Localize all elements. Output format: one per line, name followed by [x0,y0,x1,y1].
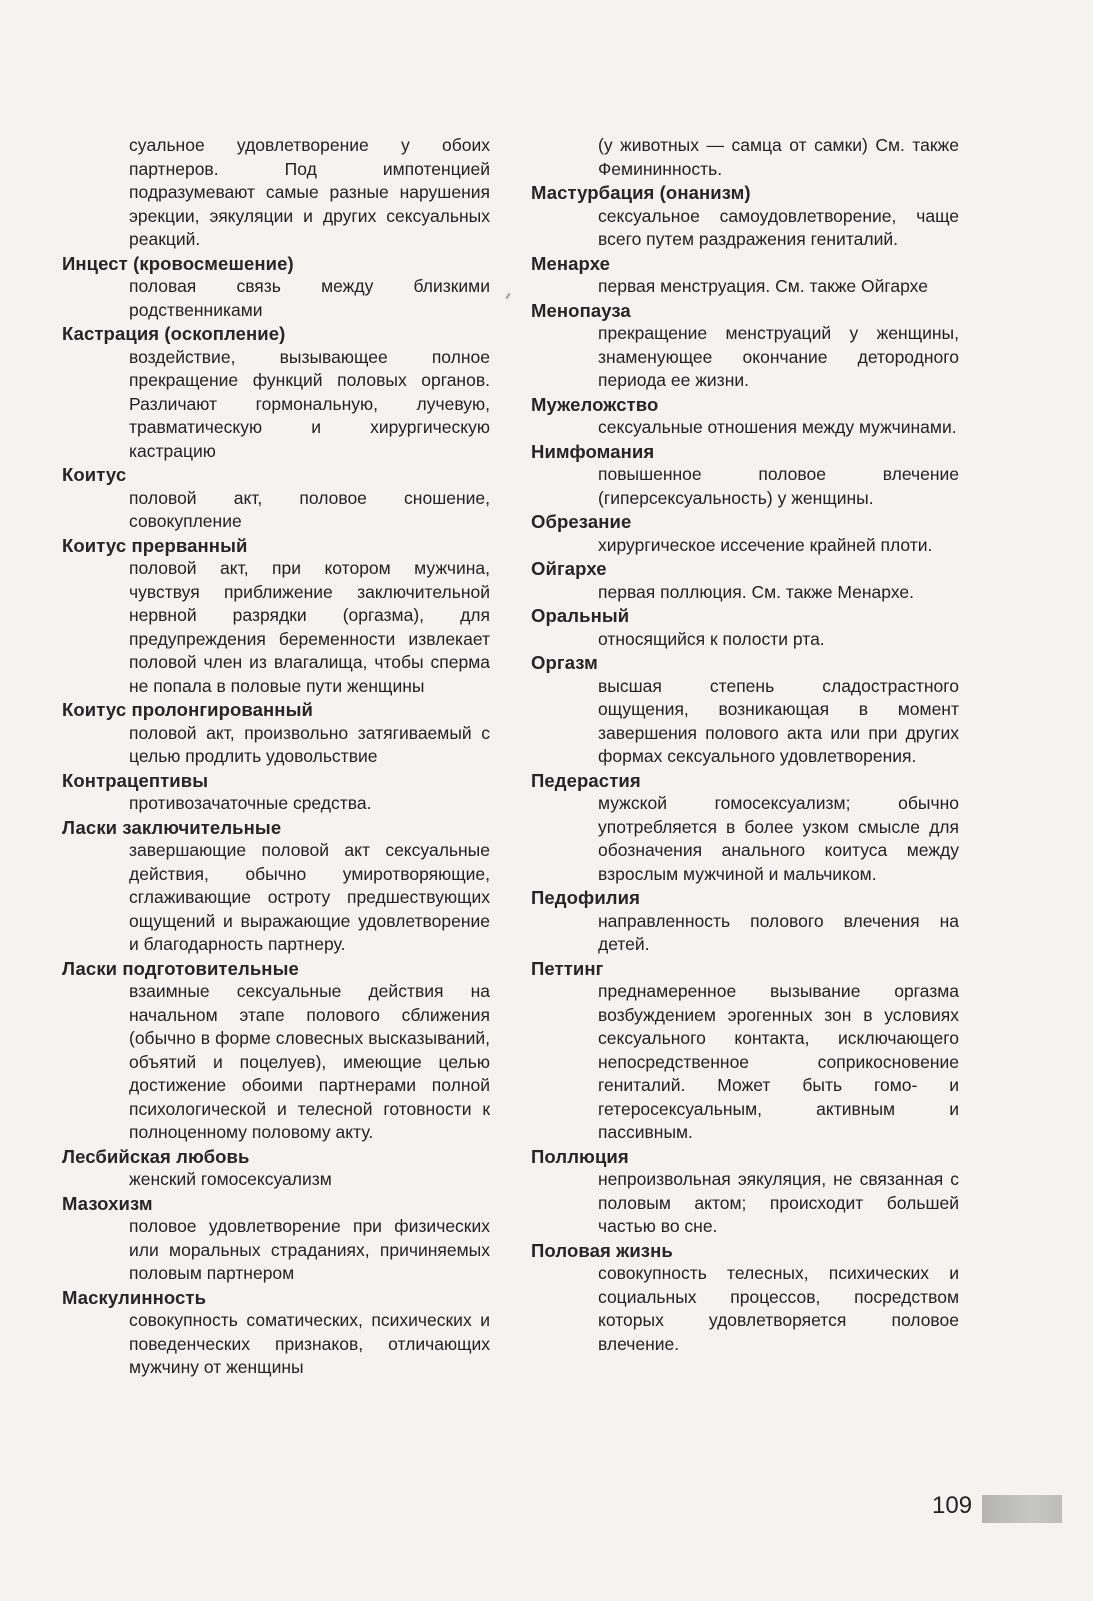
entry-term: Коитус пролонгированный [62,699,313,720]
entry-term: Ласки подготовительные [62,957,299,979]
entry-definition: взаимные сексуальные действия на начальном этапе полового сближения (обычно в форме словесных высказываний, объятий и поцелуев), имеющие целью достижение обоими партнерами полной психологической и телесной готовности к полноценному половому акту. [129,981,490,1142]
glossary-entry [62,1145,490,1192]
entry-term: Половая жизнь [531,1239,673,1261]
glossary-entry [62,322,490,463]
page-number: 109 [932,1492,973,1519]
glossary-entry [531,651,959,769]
entry-term: Мазохизм [62,1192,153,1214]
entry-term: Оргазм [531,652,598,673]
right-column [531,134,959,1356]
entry-definition: совокупность соматических, психических и поведенческих признаков, отличающих мужчину от женщины [129,1310,490,1377]
glossary-entry [62,463,490,534]
entry-term: Кастрация (оскопление) [62,323,286,344]
glossary-entry [531,557,959,604]
entry-definition: половой акт, при котором мужчина, чувствуя приближение заключительной нервной разрядки (оргазма), для предупреждения беременности извлекает половой член из влагалища, чтобы сперма не попала в половые пути женщины [129,558,490,696]
entry-term: Поллюция [531,1145,629,1167]
page-tab-decoration [982,1495,1062,1523]
entry-definition: половой акт, произвольно затягиваемый с целью продлить удовольствие [129,722,490,766]
glossary-entry [62,1286,490,1380]
entry-definition: совокупность телесных, психических и социальных процессов, посредством которых удовлетворяется половое влечение. [598,1263,959,1354]
right-entries [531,181,959,1356]
entry-term: Педерастия [531,769,641,791]
entry-definition: хирургическое иссечение крайней плоти. [598,534,933,555]
entry-term: Маскулинность [62,1286,207,1308]
entry-term: Менопауза [531,299,631,321]
entry-definition: половой акт, половое сношение, совокупление [129,487,490,531]
entry-term: Оральный [531,605,630,626]
entry-definition: относящийся к полости рта. [598,628,825,649]
glossary-entry [62,698,490,769]
glossary-entry [62,957,490,1145]
entry-term: Обрезание [531,511,632,532]
entry-definition: первая менструация. См. также Ойгархе [598,276,928,296]
glossary-entry [62,534,490,699]
right-column-continuation: (у животных — самца от самки) См. также Фемининность. [598,135,959,179]
entry-definition: мужской гомосексуализм; обычно употребляется в более узком смысле для обозначения анального коитуса между взрослым мужчиной и мальчиком. [598,793,959,884]
glossary-entry [531,299,959,393]
entry-term: Коитус прерванный [62,534,248,556]
entry-definition: половая связь между близкими родственниками [129,276,490,320]
entry-definition: половое удовлетворение при физических или моральных страданиях, причиняемых половым партнером [129,1216,490,1283]
margin-mark [506,293,511,299]
glossary-entry [531,769,959,887]
entry-term: Нимфомания [531,440,655,462]
glossary-entry [531,440,959,511]
entry-definition: прекращение менструаций у женщины, знаменующее окончание детородного периода ее жизни. [598,323,959,390]
entry-term: Мастурбация (онанизм) [531,182,751,203]
entry-term: Коитус [62,464,127,485]
entry-definition: высшая степень сладострастного ощущения, возникающая в момент завершения полового акта или при других формах сексуального удовлетворения. [598,675,959,766]
glossary-entry [531,957,959,1145]
glossary-entry [531,181,959,252]
entry-term: Ласки заключительные [62,816,282,838]
entry-definition: направленность полового влечения на детей. [598,910,959,954]
glossary-entry [531,252,959,299]
left-column-continuation: сyальное удовлетворение у обоих партнеров. Под импотенцией подразумевают самые разные нарушения эрекции, эякуляции и других сексуальных реакций. [129,135,490,249]
entry-term: Петтинг [531,957,604,979]
glossary-entry [531,510,959,557]
entry-term: Ойгархе [531,558,607,579]
left-column [62,134,490,1380]
entry-definition: первая поллюция. См. также Менархе. [598,581,914,602]
entry-definition: завершающие половой акт сексуальные действия, обычно умиротворяющие, сглаживающие остроту предшествующих ощущений и выражающие удовлетворение и благодарность партнеру. [129,840,490,954]
entry-definition: сексуальное самоудовлетворение, чаще всего путем раздражения гениталий. [598,205,959,249]
glossary-entry [62,252,490,323]
entry-term: Контрацептивы [62,769,209,791]
glossary-entry [62,769,490,816]
entry-definition: сексуальные отношения между мужчинами. [598,417,957,437]
glossary-entry [62,1192,490,1286]
entry-definition: непроизвольная эякуляция, не связанная с половым актом; происходит большей частью во сне. [598,1169,959,1236]
entry-definition: преднамеренное вызывание оргазма возбуждением эрогенных зон в условиях сексуального контакта, исключающего непосредственное соприкосновение гениталий. Может быть гомо- и гетеросексуальным, активным и пассивным. [598,981,959,1142]
entry-term: Менархе [531,252,611,274]
entry-term: Лесбийская любовь [62,1145,250,1167]
glossary-entry [531,1145,959,1239]
left-entries [62,252,490,1380]
entry-definition: воздействие, вызывающее полное прекращение функций половых органов. Различают гормональную, лучевую, травматическую и хирургическую кастрацию [129,346,490,461]
entry-definition: противозачаточные средства. [129,793,372,813]
glossary-entry [62,816,490,957]
entry-term: Мужеложство [531,393,659,415]
glossary-entry [531,604,959,651]
glossary-entry [531,393,959,440]
glossary-entry [531,1239,959,1357]
entry-definition: женский гомосексуализм [129,1169,332,1189]
entry-term: Инцест (кровосмешение) [62,252,294,274]
glossary-entry [531,886,959,957]
entry-term: Педофилия [531,887,641,908]
entry-definition: повышенное половое влечение (гиперсексуальность) у женщины. [598,464,959,508]
